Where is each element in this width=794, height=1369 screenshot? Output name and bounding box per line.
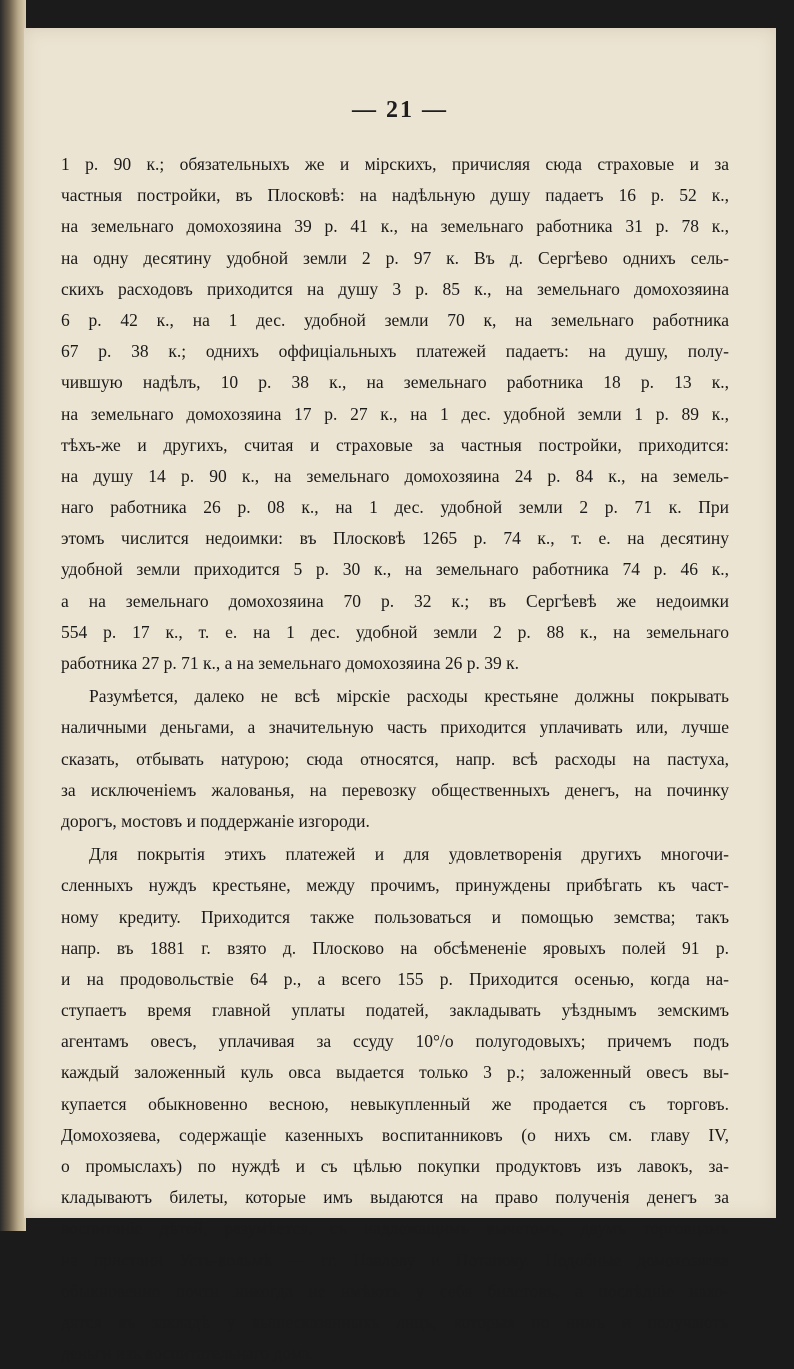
text-line: удобной земли приходится 5 р. 30 к., на земельнаго работника 74 р. 46 к., [61,559,729,580]
text-line: агентамъ овесъ, уплачивая за ссуду 10°/о полугодовыхъ; причемъ подъ [61,1031,729,1052]
text-line: и на продовольствіе 64 р., а всего 155 р. Приходится осенью, когда на- [61,968,729,989]
text-line: Разумѣется, далеко не всѣ мірскіе расходы крестьяне должны покрывать [89,686,729,707]
text-line: Для покрытія этихъ платежей и для удовлетворенія другихъ многочи- [89,844,729,865]
page-body-text [61,149,729,1369]
text-line: частныя постройки, въ Плосковѣ: на надѣльную душу падаетъ 16 р. 52 к., [61,185,729,206]
text-line: на одну десятину удобной земли 2 р. 97 к. Въ д. Сергѣево однихъ сель- [61,247,729,268]
paragraph-2 [61,681,729,837]
text-line: 554 р. 17 к., т. е. на 1 дес. удобной земли 2 р. 88 к., на земельнаго [61,621,729,642]
text-line: напр. въ 1881 г. взято д. Плосково на обсѣмененіе яровыхъ полей 91 р. [61,937,729,958]
paragraph-3 [61,839,729,1369]
text-line: чившую надѣлъ, 10 р. 38 к., на земельнаго работника 18 р. 13 к., [61,372,729,393]
text-line: дорогъ, мостовъ и поддержаніе изгороди. [61,810,370,831]
text-line: а на земельнаго домохозяина 70 р. 32 к.; въ Сергѣевѣ же недоимки [61,590,729,611]
text-line: на земельнаго домохозяина 17 р. 27 к., на 1 дес. удобной земли 1 р. 89 к., [61,403,729,424]
text-line: кладываютъ билеты, которые имъ выдаются на право полученія денегъ за [61,1187,729,1208]
text-line: на душу 14 р. 90 к., на земельнаго домохозяина 24 р. 84 к., на земель- [61,465,729,486]
book-page [24,28,776,1364]
text-line: скихъ расходовъ приходится на душу 3 р. 85 к., на земельнаго домохозяина [61,278,729,299]
text-line: 6 р. 42 к., на 1 дес. удобной земли 70 к, на земельнаго работника [61,309,729,330]
text-line: ступаетъ время главной уплаты податей, закладывать уѣзднымъ земскимъ [61,1000,729,1021]
text-line: обыкновенно почти никогда не имѣютъ у себя билетовъ, а послѣдніе нахо- [61,1280,729,1301]
paragraph-1 [61,149,729,679]
text-line: купается обыкновенно весною, невыкупленный же продается съ торговъ. [61,1093,729,1114]
text-line: на земельнаго домохозяина 39 р. 41 к., на земельнаго работника 31 р. 78 к., [61,216,729,237]
text-line: этомъ числится недоимки: въ Плосковѣ 1265 р. 74 к., т. е. на десятину [61,528,729,549]
text-line: сказать, отбывать натурою; сюда относятся, напр. всѣ расходы на пастуха, [61,748,729,769]
text-line: наличными деньгами, а значительную часть приходится уплачивать или, лучше [61,717,729,738]
text-line: работника 27 р. 71 к., а на земельнаго домохозяина 26 р. 39 к. [61,653,519,673]
text-line: каждый заложенный куль овса выдается только 3 р.; заложенный овесъ вы- [61,1062,729,1083]
text-line: Домохозяева, содержащіе казенныхъ воспитанниковъ (о нихъ см. главу IV, [61,1124,729,1145]
text-line: 1 р. 90 к.; обязательныхъ же и мірскихъ, причисляя сюда страховые и за [61,154,729,174]
text-line: тѣхъ-же и другихъ, считая и страховые за частныя постройки, приходится: [61,434,729,455]
text-line: дятся въ закладѣ у вышесказанныхъ лицъ, которыя по нимъ и получаютъ [61,1311,729,1332]
text-line: на пристани Усть-вольмѣ — гг. Павлову и Потапову. Подобные домохозяева [61,1249,729,1270]
page-number: — 21 — [352,97,448,123]
text-line: ному кредиту. Приходится также пользоваться и помощью земства; такъ [61,906,729,927]
text-line: за исключеніемъ жалованья, на перевозку общественныхъ денегъ, на починку [61,779,729,800]
text-line: деньги изъ воспитательнаго дома. [61,1343,314,1364]
text-line: наго работника 26 р. 08 к., на 1 дес. удобной земли 2 р. 71 к. При [61,497,729,518]
text-line: сленныхъ нуждъ крестьяне, между прочимъ, принуждены прибѣгать къ част- [61,875,729,896]
book-binding-edge [0,0,26,1231]
text-line: 67 р. 38 к.; однихъ оффиціальныхъ платежей падаетъ: на душу, полу- [61,341,729,362]
text-line: воспитаніе дѣтей, разумѣется, съ надлежащимъ вычетомъ, двумъ торговцамъ [61,1218,729,1239]
text-line: о промыслахъ) по нуждѣ и съ цѣлью покупки продуктовъ изъ лавокъ, за- [61,1156,729,1176]
